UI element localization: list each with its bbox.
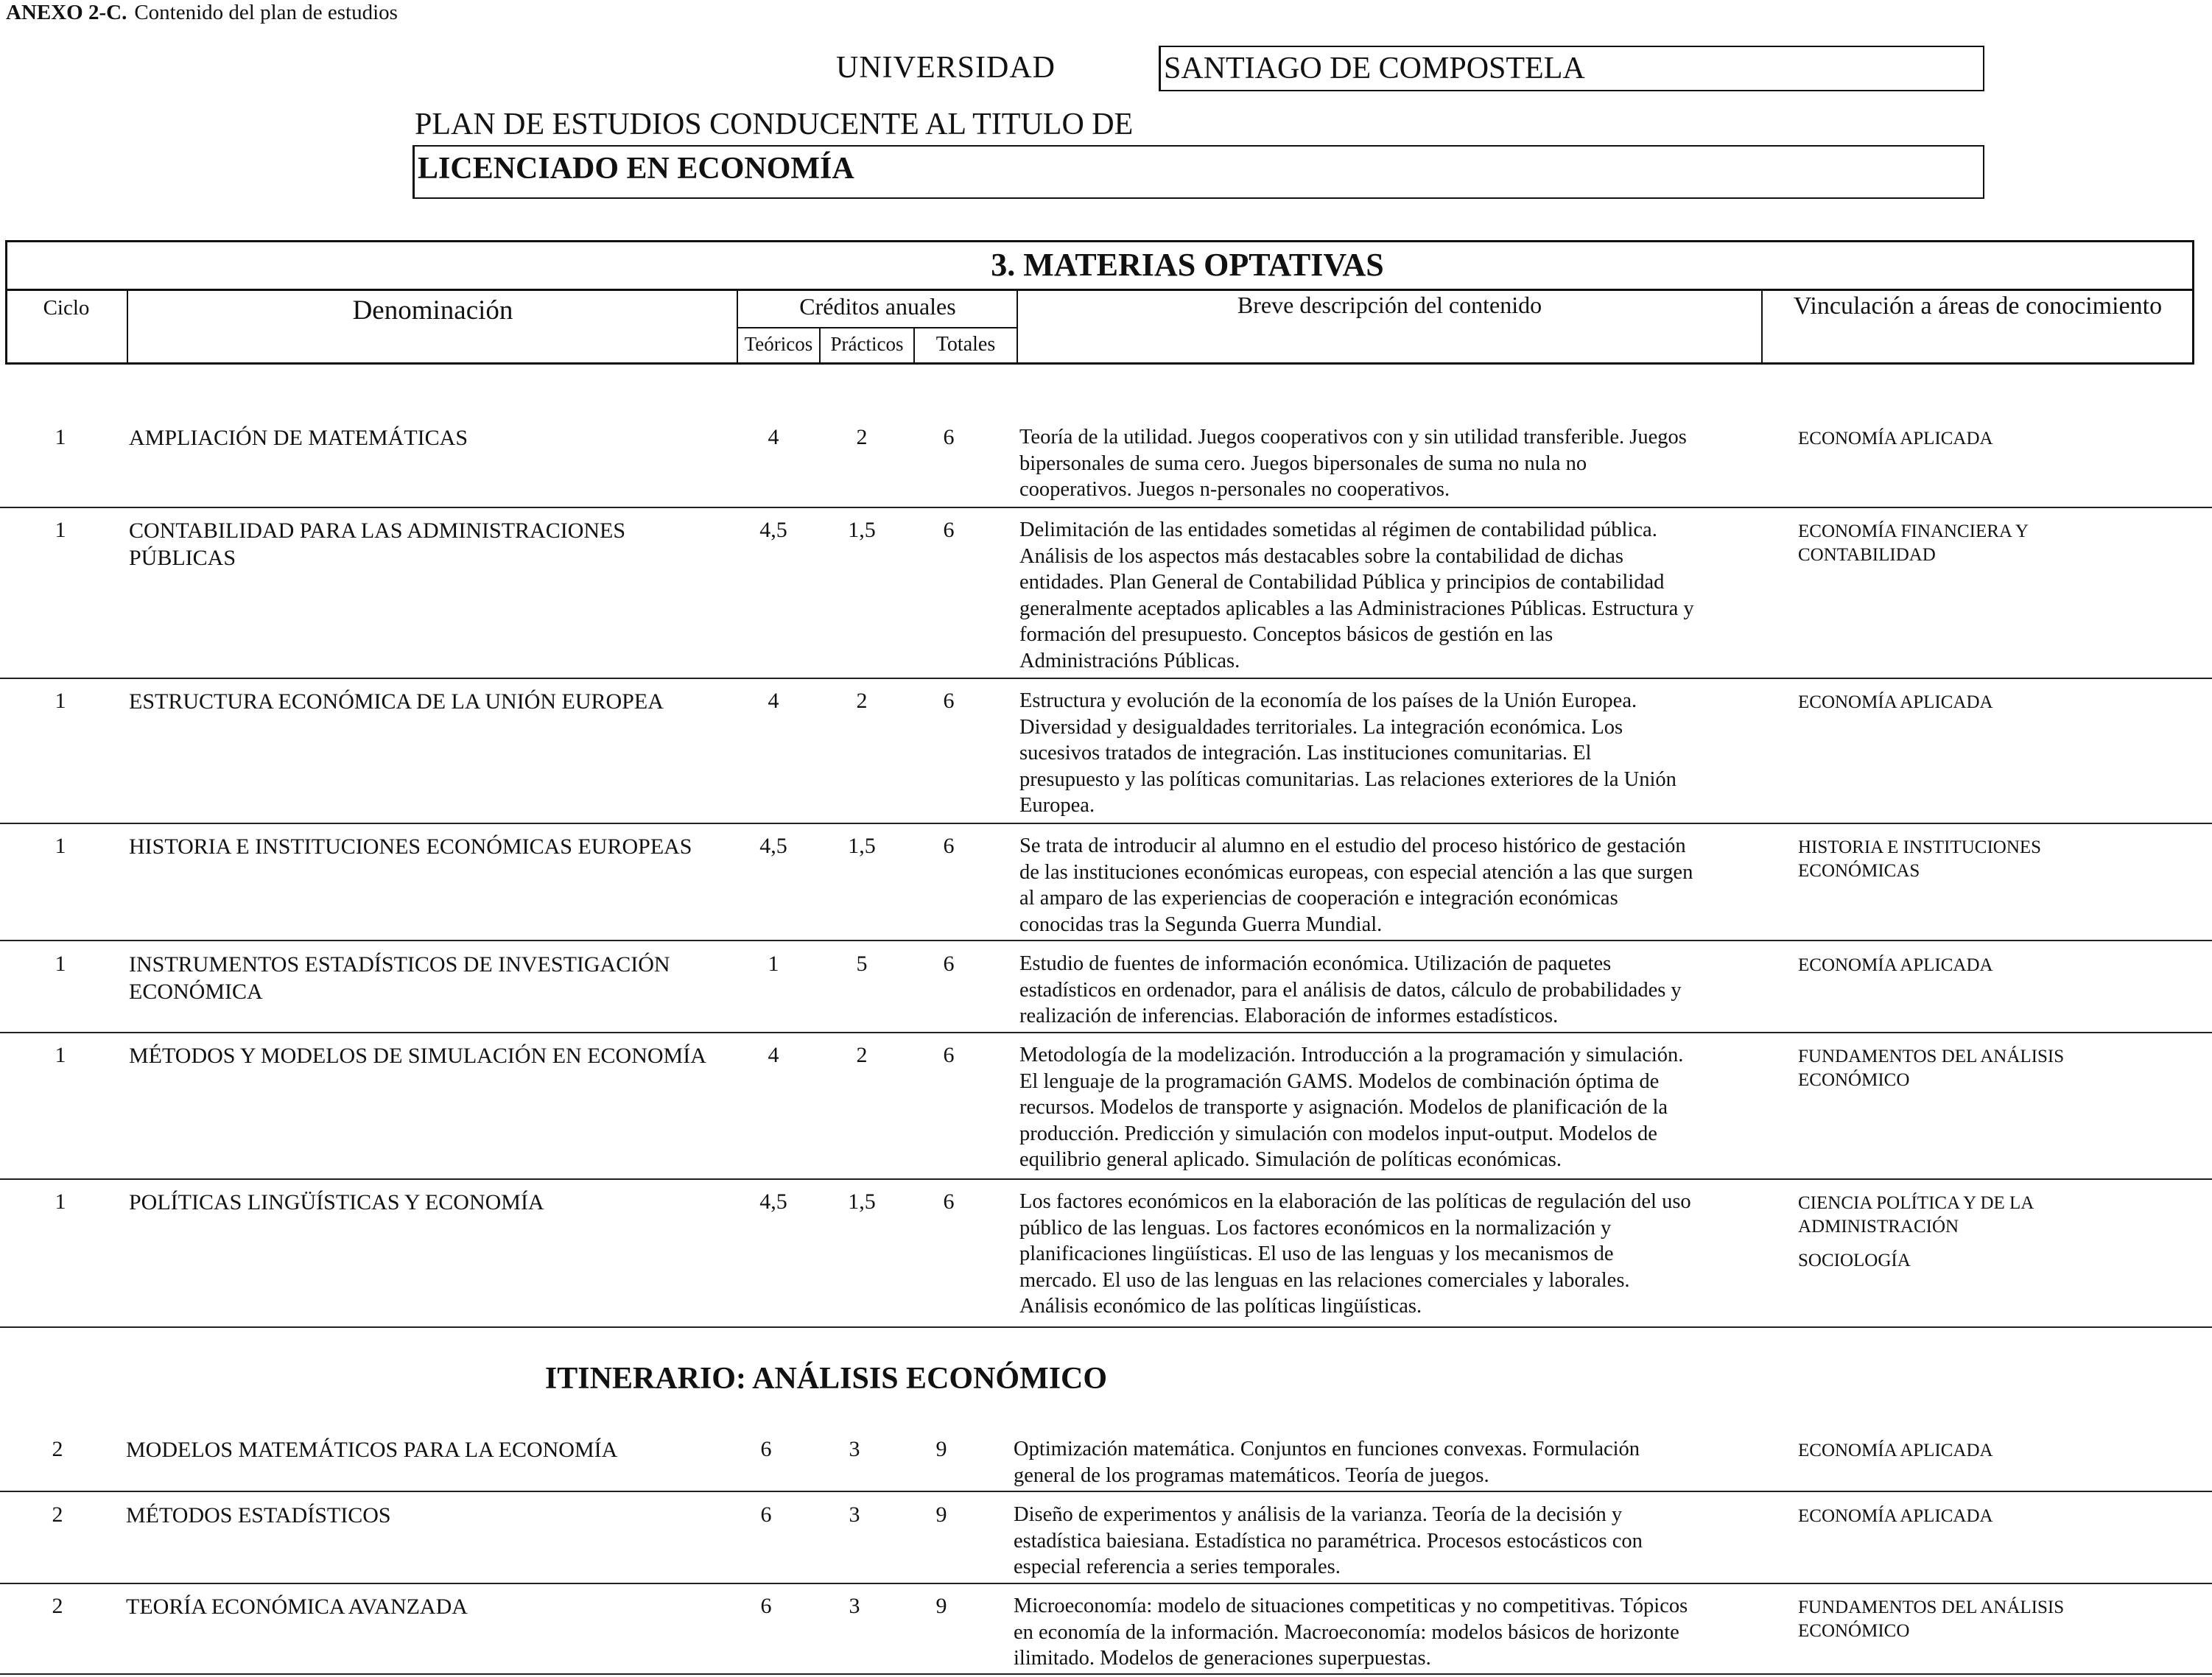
- row-descripcion-line: Análisis económico de las políticas lingüísticas.: [1019, 1295, 1422, 1318]
- row-descripcion-line: generalmente aceptados aplicables a las Administraciones Públicas. Estructura y: [1019, 597, 1694, 620]
- row-creditos-totales: 9: [935, 1594, 947, 1618]
- header-descripcion: Breve descripción del contenido: [1237, 292, 1542, 318]
- itinerario-title: ITINERARIO: ANÁLISIS ECONÓMICO: [544, 1362, 1108, 1396]
- row-descripcion-line: estadísticos en ordenador, para el análisis de datos, cálculo de probabilidades y: [1019, 978, 1682, 1002]
- annex-text: Contenido del plan de estudios: [134, 1, 398, 24]
- header-teoricos: Teóricos: [744, 333, 813, 355]
- row-descripcion-line: bipersonales de suma cero. Juegos bipersonales de suma no nula no: [1019, 451, 1587, 475]
- header-denominacion: Denominación: [352, 295, 513, 326]
- row-descripcion-line: Los factores económicos en la elaboración de las políticas de regulación del uso: [1019, 1190, 1691, 1213]
- row-descripcion-line: Estudio de fuentes de información económica. Utilización de paquetes: [1019, 952, 1612, 975]
- row-creditos-totales: 6: [943, 518, 955, 542]
- row-creditos-practicos: 1,5: [848, 518, 876, 542]
- row-divider: [0, 1583, 2212, 1584]
- row-vinculacion: FUNDAMENTOS DEL ANÁLISIS: [1798, 1597, 2065, 1617]
- row-divider: [0, 823, 2212, 824]
- row-divider: [0, 507, 2212, 508]
- row-descripcion-line: cooperativos. Juegos n-personales no cooperativos.: [1019, 478, 1450, 501]
- row-vinculacion: ECONOMÍA APLICADA: [1798, 1441, 1993, 1460]
- row-divider: [0, 940, 2212, 941]
- row-ciclo: 1: [55, 689, 66, 713]
- row-descripcion-line: Europea.: [1019, 794, 1095, 817]
- row-vinculacion: ECONOMÍA APLICADA: [1798, 429, 1993, 449]
- row-descripcion-line: El lenguaje de la programación GAMS. Modelos de combinación óptima de: [1019, 1069, 1660, 1093]
- row-creditos-practicos: 2: [856, 425, 868, 449]
- row-descripcion-line: sucesivos tratados de integración. Las instituciones comunitarias. El: [1019, 742, 1592, 764]
- row-divider: [0, 678, 2212, 679]
- row-creditos-totales: 9: [935, 1437, 947, 1461]
- row-descripcion-line: Delimitación de las entidades sometidas al régimen de contabilidad pública.: [1019, 518, 1657, 541]
- row-vinculacion: HISTORIA E INSTITUCIONES: [1798, 837, 2042, 857]
- row-vinculacion: SOCIOLOGÍA: [1798, 1251, 1911, 1270]
- row-denominacion: HISTORIA E INSTITUCIONES ECONÓMICAS EUROPEAS: [129, 834, 692, 859]
- row-creditos-teoricos: 6: [760, 1594, 772, 1618]
- row-descripcion-line: Estructura y evolución de la economía de los países de la Unión Europea.: [1019, 689, 1637, 712]
- row-ciclo: 1: [55, 952, 66, 976]
- row-ciclo: 1: [55, 1189, 66, 1214]
- row-creditos-practicos: 5: [856, 952, 868, 976]
- row-denominacion: CONTABILIDAD PARA LAS ADMINISTRACIONES: [129, 518, 626, 543]
- degree-title-box: LICENCIADO EN ECONOMÍA: [412, 145, 1984, 199]
- row-divider: [0, 1178, 2212, 1180]
- row-descripcion-line: Análisis de los aspectos más destacables sobre la contabilidad de dichas: [1019, 544, 1623, 568]
- row-denominacion: AMPLIACIÓN DE MATEMÁTICAS: [129, 426, 468, 450]
- row-creditos-teoricos: 6: [760, 1502, 772, 1527]
- row-creditos-practicos: 1,5: [848, 834, 876, 858]
- row-divider: [0, 1491, 2212, 1492]
- row-denominacion: ESTRUCTURA ECONÓMICA DE LA UNIÓN EUROPEA: [129, 689, 664, 714]
- row-descripcion-line: formación del presupuesto. Conceptos básicos de gestión en las: [1019, 623, 1553, 646]
- row-vinculacion: ECONOMÍA APLICADA: [1798, 692, 1993, 712]
- col-divider: [1761, 289, 1763, 364]
- row-creditos-practicos: 3: [849, 1502, 860, 1527]
- row-descripcion-line: recursos. Modelos de transporte y asignación. Modelos de planificación de la: [1019, 1096, 1668, 1119]
- row-creditos-totales: 6: [943, 1043, 955, 1067]
- row-creditos-teoricos: 1: [768, 952, 779, 976]
- plan-label: PLAN DE ESTUDIOS CONDUCENTE AL TITULO DE: [415, 108, 1134, 141]
- row-descripcion-line: Administracións Públicas.: [1019, 649, 1240, 672]
- row-ciclo: 2: [52, 1437, 63, 1461]
- row-descripcion-line: mercado. El uso de las lenguas en las relaciones comerciales y laborales.: [1019, 1268, 1630, 1292]
- row-descripcion-line: general de los programas matemáticos. Teoría de juegos.: [1014, 1463, 1489, 1487]
- row-denominacion: POLÍTICAS LINGÜÍSTICAS Y ECONOMÍA: [129, 1190, 544, 1214]
- row-denominacion: INSTRUMENTOS ESTADÍSTICOS DE INVESTIGACIÓN: [129, 952, 670, 977]
- row-vinculacion: ECONÓMICO: [1798, 1621, 1910, 1641]
- row-creditos-teoricos: 4: [768, 425, 779, 449]
- row-vinculacion: ECONOMÍA FINANCIERA Y: [1798, 521, 2029, 541]
- row-creditos-totales: 6: [943, 689, 955, 713]
- row-denominacion: ECONÓMICA: [129, 980, 263, 1004]
- row-creditos-practicos: 3: [849, 1437, 860, 1461]
- row-descripcion-line: producción. Predicción y simulación con modelos input-output. Modelos de: [1019, 1122, 1657, 1145]
- annex-label: ANEXO 2-C.: [6, 1, 127, 24]
- row-denominacion: MÉTODOS ESTADÍSTICOS: [126, 1503, 391, 1527]
- row-vinculacion: ADMINISTRACIÓN: [1798, 1217, 1959, 1237]
- header-creditos: Créditos anuales: [799, 293, 956, 320]
- row-descripcion-line: Teoría de la utilidad. Juegos cooperativos con y sin utilidad transferible. Juegos: [1019, 426, 1687, 449]
- row-creditos-practicos: 1,5: [848, 1189, 876, 1214]
- col-divider: [2192, 289, 2194, 364]
- header-divider: [5, 289, 2194, 291]
- row-creditos-teoricos: 4: [768, 1043, 779, 1067]
- credits-divider: [737, 327, 1017, 328]
- row-vinculacion: ECONOMÍA APLICADA: [1798, 955, 1993, 975]
- row-creditos-teoricos: 6: [760, 1437, 772, 1461]
- row-ciclo: 2: [52, 1594, 63, 1618]
- col-divider: [127, 289, 128, 364]
- row-descripcion-line: presupuesto y las políticas comunitarias. Las relaciones exteriores de la Unión: [1019, 767, 1676, 791]
- row-denominacion: PÚBLICAS: [129, 546, 236, 570]
- row-descripcion-line: Optimización matemática. Conjuntos en funciones convexas. Formulación: [1014, 1438, 1640, 1460]
- row-creditos-teoricos: 4,5: [759, 1189, 787, 1214]
- row-creditos-totales: 9: [935, 1502, 947, 1527]
- row-descripcion-line: estadística baiesiana. Estadística no paramétrica. Procesos estocásticos con: [1014, 1529, 1643, 1553]
- row-descripcion-line: equilibrio general aplicado. Simulación de políticas económicas.: [1019, 1148, 1562, 1171]
- row-ciclo: 1: [55, 425, 66, 449]
- row-creditos-teoricos: 4: [768, 689, 779, 713]
- row-descripcion-line: al amparo de las experiencias de cooperación e integración económicas: [1019, 887, 1618, 910]
- row-descripcion-line: conocidas tras la Segunda Guerra Mundial.: [1019, 913, 1383, 936]
- row-ciclo: 1: [55, 518, 66, 542]
- row-creditos-totales: 6: [943, 425, 955, 449]
- row-descripcion-line: entidades. Plan General de Contabilidad Pública y principios de contabilidad: [1019, 571, 1665, 594]
- row-creditos-teoricos: 4,5: [759, 834, 787, 858]
- header-practicos: Prácticos: [830, 333, 904, 355]
- row-ciclo: 2: [52, 1502, 63, 1527]
- row-creditos-totales: 6: [943, 952, 955, 976]
- section-title: 3. MATERIAS OPTATIVAS: [991, 247, 1384, 283]
- row-descripcion-line: de las instituciones económicas europeas, con especial atención a las que surgen: [1019, 860, 1693, 884]
- row-descripcion-line: planificaciones lingüísticas. El uso de las lenguas y los mecanismos de: [1019, 1242, 1614, 1265]
- header-vinculacion: Vinculación a áreas de conocimiento: [1793, 292, 2163, 320]
- university-label: UNIVERSIDAD: [836, 51, 1056, 85]
- header-ciclo: Ciclo: [43, 296, 90, 320]
- row-descripcion-line: realización de inferencias. Elaboración de informes estadísticos.: [1019, 1005, 1559, 1027]
- annex-heading: [6, 0, 398, 25]
- row-ciclo: 1: [55, 834, 66, 858]
- row-vinculacion: FUNDAMENTOS DEL ANÁLISIS: [1798, 1047, 2065, 1066]
- row-descripcion-line: especial referencia a series temporales.: [1014, 1555, 1341, 1578]
- row-divider: [0, 1673, 2212, 1675]
- row-descripcion-line: ilimitado. Modelos de generaciones superpuestas.: [1014, 1647, 1431, 1670]
- row-creditos-practicos: 2: [856, 689, 868, 713]
- row-descripcion-line: Se trata de introducir al alumno en el estudio del proceso histórico de gestación: [1019, 834, 1686, 857]
- row-ciclo: 1: [55, 1043, 66, 1067]
- row-descripcion-line: Diversidad y desigualdades territoriales. La integración económica. Los: [1019, 715, 1623, 739]
- row-vinculacion: ECONOMÍA APLICADA: [1798, 1506, 1993, 1526]
- row-divider: [0, 1326, 2212, 1328]
- row-denominacion: MODELOS MATEMÁTICOS PARA LA ECONOMÍA: [126, 1438, 618, 1462]
- row-descripcion-line: en economía de la información. Macroeconomía: modelos básicos de horizonte: [1014, 1620, 1679, 1644]
- row-creditos-practicos: 2: [856, 1043, 868, 1067]
- row-descripcion-line: público de las lenguas. Los factores económicos en la normalización y: [1019, 1216, 1612, 1240]
- row-denominacion: TEORÍA ECONÓMICA AVANZADA: [126, 1595, 468, 1619]
- row-creditos-teoricos: 4,5: [759, 518, 787, 542]
- row-vinculacion: ECONÓMICO: [1798, 1070, 1910, 1090]
- row-creditos-totales: 6: [943, 834, 955, 858]
- row-vinculacion: CIENCIA POLÍTICA Y DE LA: [1798, 1193, 2034, 1213]
- row-creditos-practicos: 3: [849, 1594, 860, 1618]
- row-descripcion-line: Diseño de experimentos y análisis de la varianza. Teoría de la decisión y: [1014, 1503, 1623, 1526]
- row-denominacion: MÉTODOS Y MODELOS DE SIMULACIÓN EN ECONOMÍA: [129, 1044, 706, 1068]
- university-name-box: SANTIAGO DE COMPOSTELA: [1159, 46, 1984, 91]
- row-descripcion-line: Microeconomía: modelo de situaciones competiticas y no competitivas. Tópicos: [1014, 1595, 1688, 1617]
- row-creditos-totales: 6: [943, 1189, 955, 1214]
- row-vinculacion: CONTABILIDAD: [1798, 545, 1936, 565]
- row-vinculacion: ECONÓMICAS: [1798, 861, 1920, 881]
- row-divider: [0, 1032, 2212, 1033]
- row-descripcion-line: Metodología de la modelización. Introducción a la programación y simulación.: [1019, 1044, 1684, 1066]
- header-totales: Totales: [935, 333, 996, 356]
